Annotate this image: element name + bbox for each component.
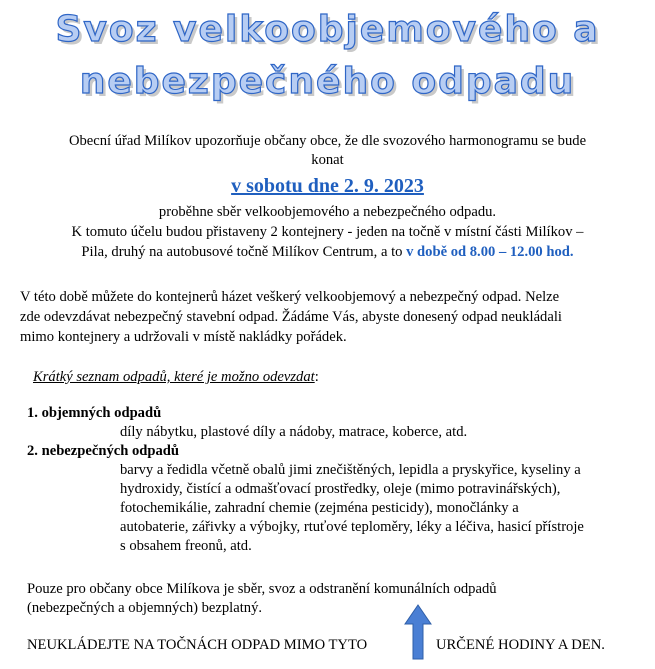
list-item-2-line-2: hydroxidy, čistící a odmašťovací prostředky, oleje (mimo potravinářských),: [120, 481, 561, 497]
intro-line-2: konat: [311, 152, 344, 168]
event-date: v sobotu dne 2. 9. 2023: [231, 175, 424, 197]
list-heading-colon: :: [314, 369, 319, 385]
containers-line-1: K tomuto účelu budou přistaveny 2 kontejnery - jeden na točně v místní části Milíkov –: [71, 224, 584, 240]
footer-line-2: (nebezpečných a objemných) bezplatný.: [27, 600, 263, 616]
list-item-2-line-1: barvy a ředidla včetně obalů jimi znečištěných, lepidla a pryskyřice, kyseliny a: [120, 462, 581, 478]
list-item-2-line-3: fotochemikálie, zahradní chemie (zejména pesticidy), monočlánky a: [120, 500, 519, 516]
list-item-2-line-5: s obsahem freonů, atd.: [120, 538, 252, 554]
title-line-1: Svoz velkoobjemového a: [55, 9, 600, 50]
time-window: v době od 8.00 – 12.00 hod.: [406, 244, 574, 260]
list-item-1-title: 1. objemných odpadů: [27, 405, 162, 421]
list-item-2-line-4: autobaterie, zářivky a výbojky, rtuťové teploměry, léky a léčiva, hasicí přístroje: [120, 519, 584, 535]
list-item-2-title: 2. nebezpečných odpadů: [27, 443, 180, 459]
info-para-line-3: mimo kontejnery a udržovali v místě nakládky pořádek.: [20, 329, 347, 345]
info-para-line-1: V této době můžete do kontejnerů házet veškerý velkoobjemový a nebezpečný odpad. Nelze: [20, 289, 560, 305]
warning-right: URČENÉ HODINY A DEN.: [436, 637, 605, 653]
list-heading: [33, 368, 319, 387]
warning-left: NEUKLÁDEJTE NA TOČNÁCH ODPAD MIMO TYTO: [27, 637, 368, 653]
title-line-2: nebezpečného odpadu: [79, 61, 576, 102]
containers-line-2: [20, 243, 635, 262]
containers-location-text: Pila, druhý na autobusové točně Milíkov Centrum, a to: [81, 244, 407, 260]
info-para-line-2: zde odevzdávat nebezpečný stavební odpad. Žádáme Vás, abyste donesený odpad neukládali: [20, 309, 562, 325]
collection-line: proběhne sběr velkoobjemového a nebezpečného odpadu.: [158, 204, 497, 220]
list-item-1-text: díly nábytku, plastové díly a nádoby, matrace, koberce, atd.: [120, 424, 468, 440]
up-arrow-icon: [404, 604, 432, 660]
list-heading-text: Krátký seznam odpadů, které je možno odevzdat: [33, 369, 315, 385]
footer-line-1: Pouze pro občany obce Milíkova je sběr, svoz a odstranění komunálních odpadů: [27, 581, 497, 597]
intro-line-1: Obecní úřad Milíkov upozorňuje občany obce, že dle svozového harmonogramu se bude: [68, 133, 587, 149]
